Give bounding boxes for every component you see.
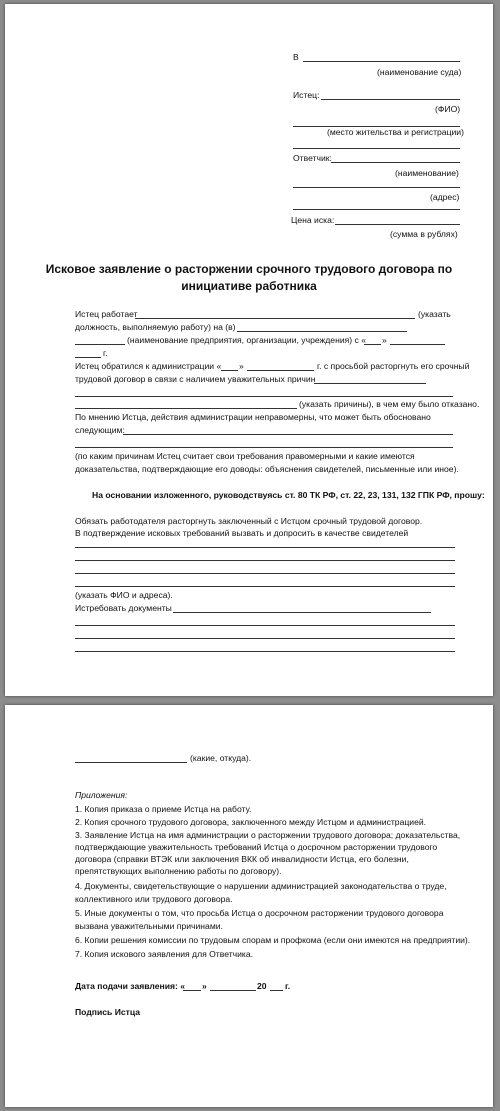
p3-fill-2 (75, 447, 453, 448)
p1-text-d: (наименование предприятия, организации, учреждения) с « (127, 335, 366, 345)
residence-caption: (место жительства и регистрации) (327, 127, 464, 137)
which-from-fill (75, 762, 187, 763)
document-title-line-1: Исковое заявление о расторжении срочного трудового договора по (45, 262, 453, 276)
date-year-fill (270, 990, 283, 991)
p4-text-b: доказательства, подтверждающие его доводы: объяснения свидетелей, письменные или иное). (75, 464, 459, 474)
legal-basis: На основании изложенного, руководствуясь ст. 80 ТК РФ, ст. 22, 23, 131, 132 ГПК РФ, прошу: (92, 490, 485, 500)
address-fill-line (293, 187, 460, 188)
claim-value-label: Цена иска: (291, 215, 335, 225)
p2-fill-month (247, 370, 314, 371)
rubles-caption: (сумма в рублях) (390, 229, 458, 239)
document-title-line-2: инициативе работника (181, 279, 317, 293)
p2-fill-line-2 (75, 408, 297, 409)
attachment-item: 5. Иные документы о том, что просьба Истца о досрочном расторжении трудового договора (75, 908, 444, 918)
plaintiff-label: Истец: (293, 90, 320, 100)
witness-line-2 (75, 560, 455, 561)
address-caption: (адрес) (430, 192, 460, 202)
p1-text-f: г. (103, 348, 108, 358)
docs-fill-1 (173, 612, 431, 613)
court-fill-line (303, 61, 460, 62)
attachment-item: коллективного или трудового договора. (75, 894, 233, 904)
claim-value-fill-line (335, 224, 460, 225)
defendant-label: Ответчик: (293, 153, 332, 163)
document-page-1 (5, 4, 493, 696)
name-caption: (наименование) (395, 168, 459, 178)
date-century: 20 (257, 981, 267, 991)
plaintiff-fill-line (321, 99, 460, 100)
attachment-item: 6. Копии решения комиссии по трудовым спорам и профкома (если они имеются на предприятии). (75, 935, 471, 945)
residence-fill-line-2 (293, 148, 460, 149)
p1-text-b: (указать (418, 309, 451, 319)
attachments-title: Приложения: (75, 790, 128, 800)
attachment-item: договора (справки ВТЭК или заключения ВКК об инвалидности Истца, его болезни, (75, 854, 409, 864)
p1-fill-year (75, 357, 101, 358)
p4-text-a: (по каким причинам Истец считает свои требования правомерными и какие имеются (75, 451, 415, 461)
p3-fill-1 (123, 434, 453, 435)
docs-line-4 (75, 651, 455, 652)
docs-line-2 (75, 625, 455, 626)
p1-text-c: должность, выполняемую работу) на (в) (75, 322, 236, 332)
p2-fill-day (221, 370, 238, 371)
p3-text-b: следующим: (75, 425, 125, 435)
court-caption: (наименование суда) (377, 67, 462, 77)
date-close-quote: » (202, 981, 207, 991)
date-month-fill (210, 990, 256, 991)
date-year-suffix: г. (285, 981, 291, 991)
p2-text-c: г. с просьбой расторгнуть его срочный (317, 361, 470, 371)
witness-line-1 (75, 547, 455, 548)
attachment-item: 7. Копия искового заявления для Ответчика. (75, 949, 254, 959)
docs-line-3 (75, 638, 455, 639)
p2-text-a: Истец обратился к администрации « (75, 361, 222, 371)
attachment-item: вызвана уважительными причинами. (75, 921, 223, 931)
defendant-fill-line (331, 162, 460, 163)
request-1: Обязать работодателя расторгнуть заключенный с Истцом срочный трудовой договор. (75, 516, 423, 526)
p2-fill-reasons (314, 383, 426, 384)
date-day-fill (183, 990, 201, 991)
p2-text-b: » (239, 361, 244, 371)
witness-line-4 (75, 586, 455, 587)
p1-fill-2 (237, 331, 407, 332)
date-label: Дата подачи заявления: « (75, 981, 186, 991)
p3-text-a: По мнению Истца, действия администрации неправомерны, что может быть обосновано (75, 412, 431, 422)
p1-fill-day (364, 344, 381, 345)
which-from-caption: (какие, откуда). (190, 753, 252, 763)
attachment-item: 3. Заявление Истца на имя администрации о расторжении трудового договора; доказательства, (75, 830, 461, 840)
request-2: В подтверждение исковых требований вызвать и допросить в качестве свидетелей (75, 528, 409, 538)
signature-label: Подпись Истца (75, 1007, 141, 1017)
document-page-2 (5, 705, 493, 1107)
p1-fill-3 (75, 344, 125, 345)
p2-text-d: трудовой договор в связи с наличием уважительных причин (75, 374, 316, 384)
attachment-item: подтверждающие уважительность требований Истца о досрочном расторжении трудового (75, 842, 438, 852)
p1-text-e: » (382, 335, 387, 345)
p1-text-a: Истец работает (75, 309, 138, 319)
docs-label: Истребовать документы (75, 603, 172, 613)
address-fill-line-2 (293, 209, 460, 210)
witness-line-3 (75, 573, 455, 574)
p1-fill-1 (135, 318, 415, 319)
attachment-item: 2. Копия срочного трудового договора, заключенного между Истцом и администрацией. (75, 817, 427, 827)
fio-caption: (ФИО) (435, 104, 461, 114)
to-prefix: В (293, 52, 299, 62)
witness-caption: (указать ФИО и адреса). (75, 590, 173, 600)
attachment-item: 4. Документы, свидетельствующие о нарушении администрацией законодательства о труде, (75, 881, 447, 891)
p2-text-e: (указать причины), в чем ему было отказано. (299, 399, 480, 409)
attachment-item: препятствующих выполнению работы по договору). (75, 866, 282, 876)
p2-fill-line (75, 396, 453, 397)
attachment-item: 1. Копия приказа о приеме Истца на работу. (75, 804, 252, 814)
p1-fill-month (390, 344, 445, 345)
